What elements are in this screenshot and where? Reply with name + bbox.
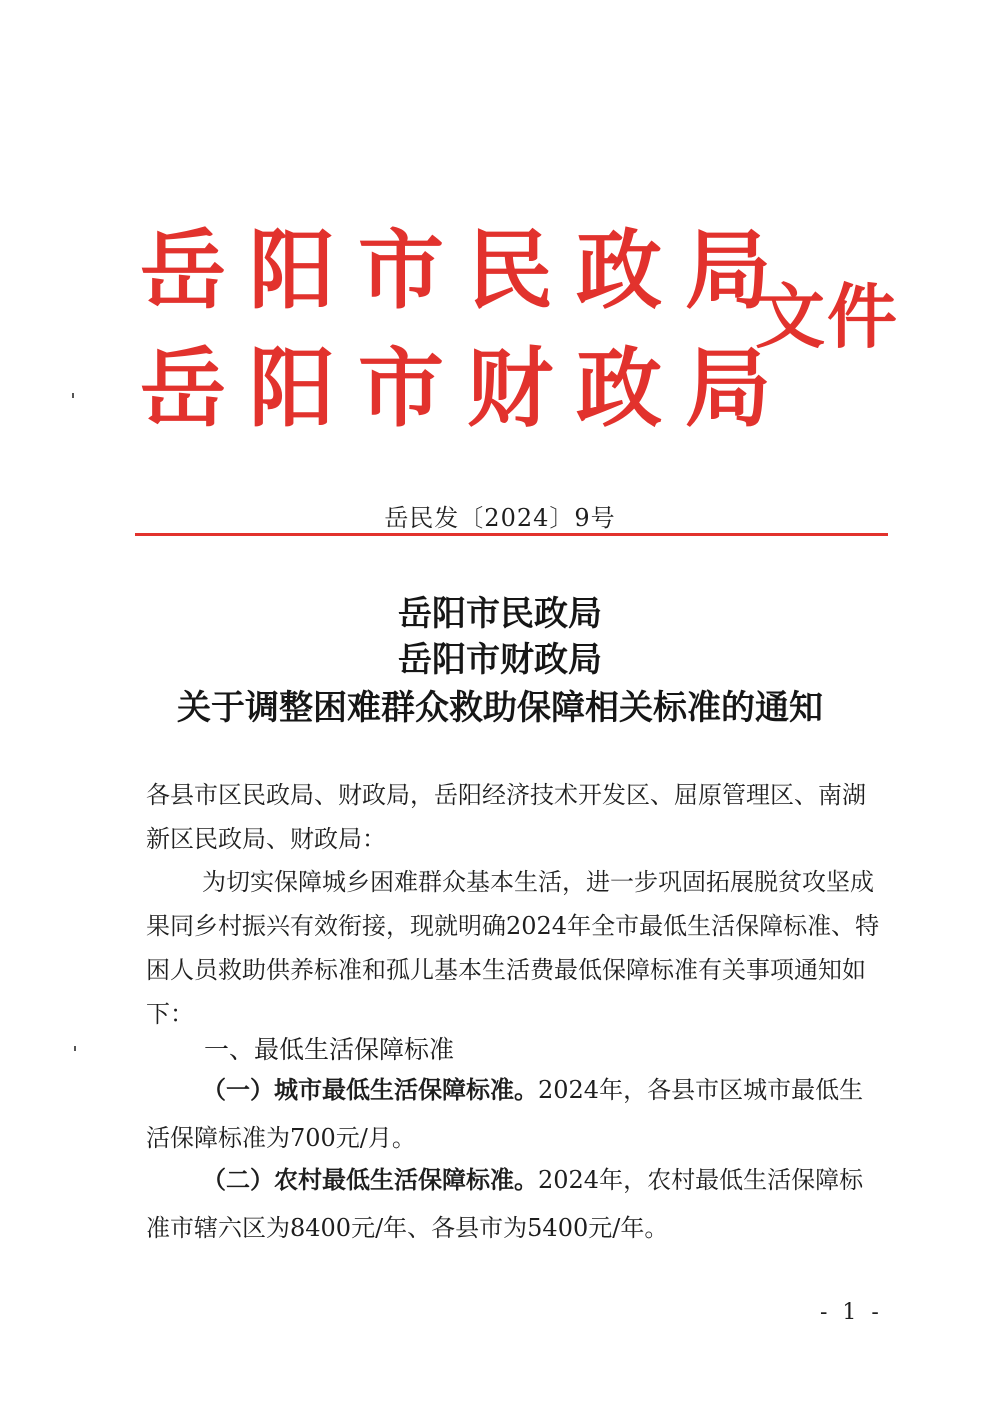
item-1-lead: （一）城市最低生活保障标准。 bbox=[202, 1076, 538, 1104]
item-2-text: 2024年，农村最低生活保障标准市辖六区为8400元/年、各县市为5400元/年。 bbox=[146, 1166, 864, 1242]
title-line-1: 岳阳市民政局 bbox=[398, 594, 602, 634]
addressee-paragraph: 各县市区民政局、财政局，岳阳经济技术开发区、屈原管理区、南湖新区民政局、财政局： bbox=[146, 781, 866, 853]
red-divider-rule bbox=[135, 533, 888, 536]
item-1-paragraph bbox=[146, 1066, 886, 1162]
issuing-org-line-1: 岳阳市民政局 bbox=[140, 220, 794, 321]
title-line-2: 岳阳市财政局 bbox=[398, 640, 602, 680]
section-heading-1: 一、最低生活保障标准 bbox=[204, 1035, 455, 1064]
intro-paragraph: 为切实保障城乡困难群众基本生活，进一步巩固拓展脱贫攻坚成果同乡村振兴有效衔接，现就明确2024年全市最低生活保障标准、特困人员救助供养标准和孤儿基本生活费最低保障标准有关事项通知如下： bbox=[146, 868, 880, 1028]
scan-speck bbox=[72, 393, 74, 398]
document-number: 岳民发〔2024〕9号 bbox=[384, 504, 616, 532]
title-line-3: 关于调整困难群众救助保障相关标准的通知 bbox=[177, 688, 823, 728]
item-2-lead: （二）农村最低生活保障标准。 bbox=[202, 1166, 538, 1194]
scan-speck bbox=[74, 1046, 76, 1051]
item-2-paragraph bbox=[146, 1156, 886, 1252]
issuing-org-line-2: 岳阳市财政局 bbox=[140, 338, 794, 439]
item-1-text: 2024年，各县市区城市最低生活保障标准为700元/月。 bbox=[146, 1076, 864, 1152]
page-number: - 1 - bbox=[820, 1300, 883, 1325]
document-suffix: 文件 bbox=[755, 275, 899, 358]
